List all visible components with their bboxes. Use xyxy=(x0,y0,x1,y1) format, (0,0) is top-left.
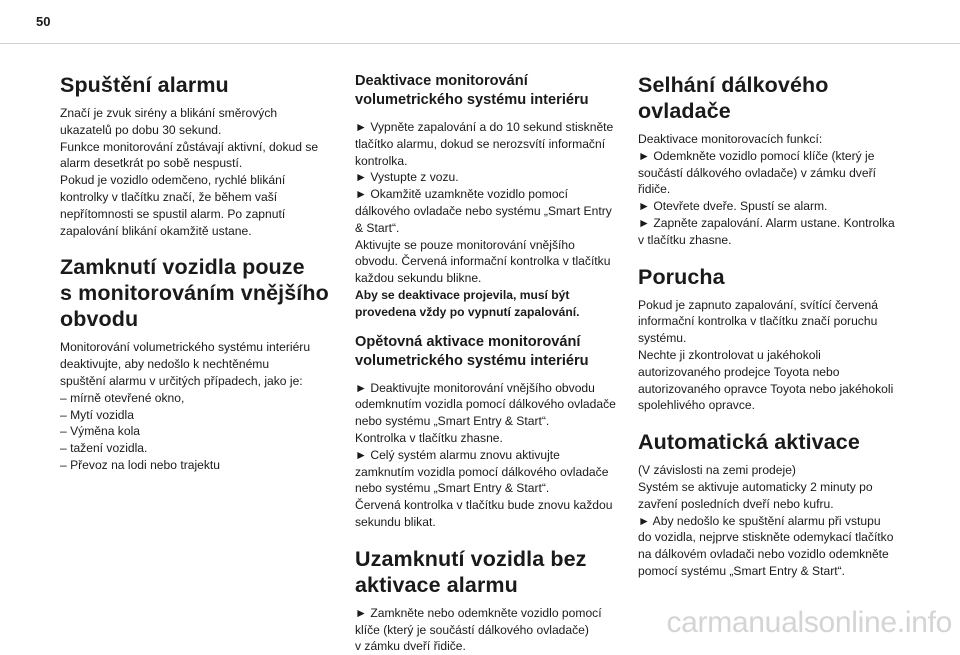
text-line: nepřítomnosti se spustil alarm. Po zapnutí xyxy=(60,206,286,221)
text-line: informační kontrolka v tlačítku značí poruchu xyxy=(638,314,878,329)
text-line: do vozidla, nejprve stiskněte odemykací tlačítko xyxy=(638,530,894,545)
text-line: Deaktivace monitorovacích funkcí: xyxy=(638,132,823,146)
text-line: Pokud je zapnuto zapalování, svítící červená xyxy=(638,297,879,312)
text-line: klíče (který je součástí dálkového ovladače) xyxy=(355,622,589,637)
heading-line: volumetrického systému interiéru xyxy=(355,352,589,369)
heading-malfunction: Porucha xyxy=(638,264,725,289)
heading-alarm-triggering: Spuštění alarmu xyxy=(60,73,229,97)
text-line: Monitorování volumetrického systému interiéru xyxy=(60,340,311,355)
list-item: – tažení vozidla. xyxy=(60,441,148,456)
paragraph-lock-without-alarm xyxy=(355,605,625,655)
text-line: spolehlivého opravce. xyxy=(638,398,755,413)
paragraph-alarm-triggering xyxy=(60,105,330,239)
text-line: autorizovaného opravce Toyota nebo jakéhokoli xyxy=(638,381,894,396)
text-line: sekundu blikat. xyxy=(355,514,436,529)
heading-locking-perimeter-only xyxy=(60,254,330,332)
text-line: Pokud je vozidlo odemčeno, rychlé blikání xyxy=(60,173,286,188)
text-line: ► Celý systém alarmu znovu aktivujte xyxy=(355,447,560,462)
text-line: Kontrolka v tlačítku zhasne. xyxy=(355,430,503,445)
text-line: & Start“. xyxy=(355,220,400,235)
paragraph-remote-failure xyxy=(638,131,908,249)
text-line: ► Deaktivujte monitorování vnějšího obvodu xyxy=(355,380,595,395)
text-line: ► Zapněte zapalování. Alarm ustane. Kontrolka xyxy=(638,215,895,230)
warning-text: Aby se deaktivace projevila, musí být xyxy=(355,287,570,302)
text-line: pomocí systému „Smart Entry & Start“. xyxy=(638,563,845,578)
header-divider xyxy=(0,43,960,44)
text-line: systému. xyxy=(638,331,687,346)
heading-line: s monitorováním vnějšího xyxy=(60,281,329,306)
column-2 xyxy=(355,72,625,655)
text-line: dálkového ovladače nebo systému „Smart Entry xyxy=(355,203,612,218)
heading-automatic-activation: Automatická aktivace xyxy=(638,430,860,455)
text-line: na dálkovém ovladači nebo vozidlo odemkněte xyxy=(638,547,889,562)
list-item: – Výměna kola xyxy=(60,424,140,439)
text-line: ► Odemkněte vozidlo pomocí klíče (který je xyxy=(638,148,875,163)
text-line: Nechte ji zkontrolovat u jakéhokoli xyxy=(638,347,821,362)
text-line: spuštění alarmu v určitých případech, jako je: xyxy=(60,373,303,388)
text-line: kontrolka. xyxy=(355,153,408,168)
text-line: ► Aby nedošlo ke spuštění alarmu při vstupu xyxy=(638,513,881,528)
text-line: nebo systému „Smart Entry & Start“. xyxy=(355,414,550,429)
text-line: v zámku dveří řidiče. xyxy=(355,639,466,654)
text-line: alarm desetkrát po sobě nespustí. xyxy=(60,156,243,171)
text-line: součástí dálkového ovladače) v zámku dveří xyxy=(638,165,876,180)
paragraph-automatic-activation xyxy=(638,462,908,580)
text-line: odemknutím vozidla pomocí dálkového ovladače xyxy=(355,397,616,412)
text-line: obvodu. Červená informační kontrolka v tlačítku xyxy=(355,254,611,269)
heading-line: Opětovná aktivace monitorování xyxy=(355,333,581,350)
list-item: – mírně otevřené okno, xyxy=(60,390,185,405)
heading-line: Zamknutí vozidla pouze xyxy=(60,255,305,280)
text-line: (V závislosti na zemi prodeje) xyxy=(638,463,796,478)
paragraph-reactivate-volumetric xyxy=(355,380,625,531)
text-line: zamknutím vozidla pomocí dálkového ovladače xyxy=(355,464,609,479)
text-line: zapalování blikání okamžitě ustane. xyxy=(60,223,252,238)
text-line: Aktivujte se pouze monitorování vnějšího xyxy=(355,237,575,252)
text-line: Značí je zvuk sirény a blikání směrových xyxy=(60,106,278,120)
list-item: – Převoz na lodi nebo trajektu xyxy=(60,457,221,472)
heading-lock-without-alarm xyxy=(355,546,625,598)
column-1 xyxy=(60,72,330,474)
paragraph-deactivate-volumetric xyxy=(355,119,625,321)
warning-text: provedena vždy po vypnutí zapalování. xyxy=(355,304,580,319)
column-3 xyxy=(638,72,908,580)
text-line: v tlačítku zhasne. xyxy=(638,232,732,247)
text-line: nebo systému „Smart Entry & Start“. xyxy=(355,481,550,496)
heading-line: aktivace alarmu xyxy=(355,572,518,597)
text-line: řidiče. xyxy=(638,182,671,197)
text-line: Systém se aktivuje automaticky 2 minuty po xyxy=(638,479,873,494)
heading-line: Uzamknutí vozidla bez xyxy=(355,546,587,571)
text-line: autorizovaného prodejce Toyota nebo xyxy=(638,364,840,379)
page-number: 50 xyxy=(36,14,51,29)
watermark: carmanualsonline.info xyxy=(666,606,952,639)
text-line: každou sekundu blikne. xyxy=(355,271,482,286)
text-line: Červená kontrolka v tlačítku bude znovu každou xyxy=(355,498,613,513)
text-line: kontrolky v tlačítku značí, že během vaší xyxy=(60,189,278,204)
text-line: ► Otevřete dveře. Spustí se alarm. xyxy=(638,199,828,214)
text-line: ► Okamžitě uzamkněte vozidlo pomocí xyxy=(355,187,568,202)
paragraph-locking-perimeter-only xyxy=(60,339,330,473)
text-line: zavření posledních dveří nebo kufru. xyxy=(638,496,834,511)
text-line: Funkce monitorování zůstávají aktivní, dokud se xyxy=(60,139,319,154)
heading-remote-failure: Selhání dálkového ovladače xyxy=(638,73,829,123)
text-line: ► Zamkněte nebo odemkněte vozidlo pomocí xyxy=(355,605,602,620)
text-line: tlačítko alarmu, dokud se nerozsvítí informační xyxy=(355,136,606,151)
text-line: ► Vystupte z vozu. xyxy=(355,170,459,185)
heading-reactivate-volumetric xyxy=(355,333,625,371)
text-line: ukazatelů po dobu 30 sekund. xyxy=(60,122,222,137)
heading-line: Deaktivace monitorování xyxy=(355,73,528,89)
text-line: deaktivujte, aby nedošlo k nechtěnému xyxy=(60,357,270,372)
paragraph-malfunction xyxy=(638,297,908,415)
heading-deactivate-volumetric xyxy=(355,72,625,110)
text-line: ► Vypněte zapalování a do 10 sekund stiskněte xyxy=(355,120,614,134)
heading-line: volumetrického systému interiéru xyxy=(355,92,589,108)
heading-line: obvodu xyxy=(60,307,139,332)
list-item: – Mytí vozidla xyxy=(60,407,134,422)
